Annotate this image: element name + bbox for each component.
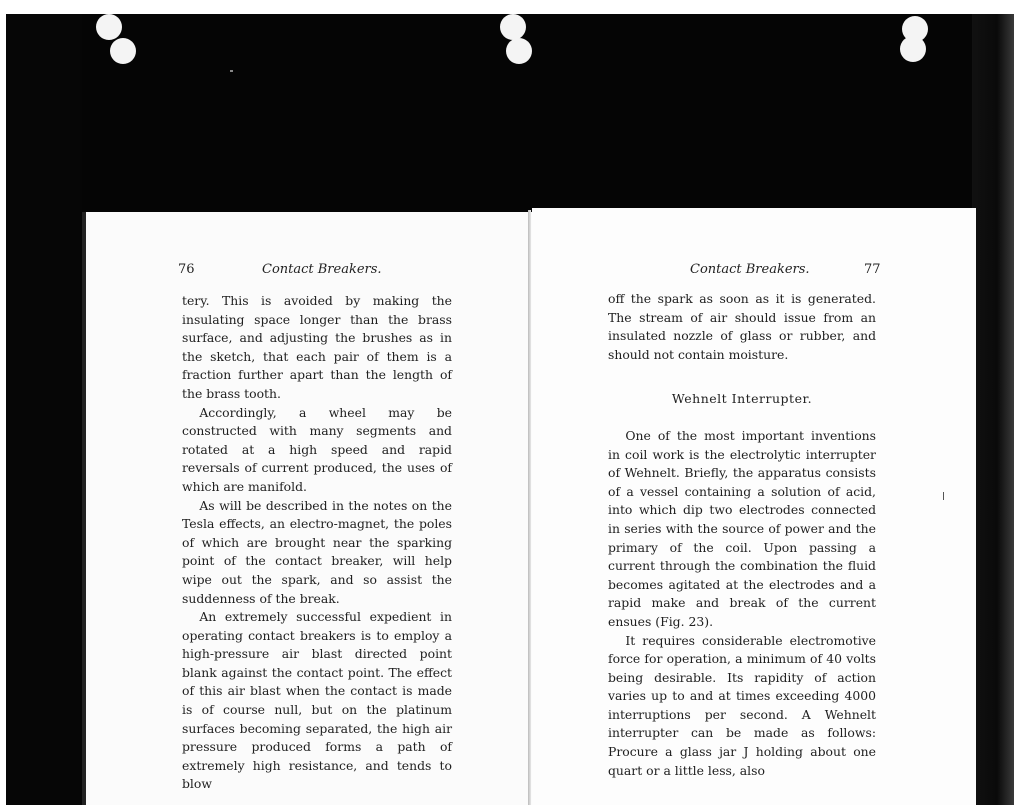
paragraph: It requires considerable electromotive force for operation, a minimum of 40 volts being desirable. Its rapidity of action varies up to and at times exceeding 4000 interruptions per second. A Wehnelt interrupter can be made as follows: Procure a glass jar J holding about one quart or a little less, also [608,632,876,778]
paragraph: An extremely successful expedient in operating contact breakers is to employ a high-pressure air blast directed point blank against the contact point. The effect of this air blast when the contact is made is of course null, but on the platinum surfaces becoming separated, the high air pressure produced forms a path of extremely high resistance, and tends to blow [182,609,452,792]
left-running-title: Contact Breakers. [262,262,382,277]
paragraph: tery. This is avoided by making the insulating space longer than the brass surface, and adjusting the brushes as in the sketch, that each pair of them is a fraction further apart than the length of the brass tooth. [182,293,452,401]
paragraph: off the spark as soon as it is generated. The stream of air should issue from an insulated nozzle of glass or rubber, and should not contain moisture. [608,291,876,362]
right-page-body [608,290,876,780]
left-page [82,212,534,805]
paragraph: As will be described in the notes on the Tesla effects, an electro-magnet, the poles of which are brought near the sparking point of the contact breaker, will help wipe out the spark, and so assist the suddenness of the break. [182,497,452,606]
punch-hole [96,14,122,40]
paragraph: One of the most important inventions in coil work is the electrolytic interrupter of Wehnelt. Briefly, the apparatus consists of a vessel containing a solution of acid, into which dip two electrodes connected in series with the source of power and the primary of the coil. Upon passing a current through the combination the fluid becomes agitated at the electrodes and a rapid make and break of the current ensues (Fig. 23). [608,427,876,629]
left-page-number: 76 [178,262,195,277]
right-page-header [608,262,881,280]
left-page-body [182,292,452,794]
scan-speck [230,70,233,72]
right-page-number: 77 [864,262,881,277]
section-heading: Wehnelt Interrupter. [671,391,813,407]
book-gutter [528,210,531,805]
paragraph: Accordingly, a wheel may be constructed with many segments and rotated at a high speed and rapid reversals of current produced, the uses of which are manifold. [182,404,452,494]
punch-hole [110,38,136,64]
scan-background-left [6,14,82,805]
left-page-header [178,262,538,280]
punch-hole [900,36,926,62]
right-page [532,208,976,805]
punch-hole [500,14,526,40]
scan-speck [943,492,944,500]
right-running-title: Contact Breakers. [690,262,810,277]
punch-hole [506,38,532,64]
scan-background-right [972,14,1014,805]
